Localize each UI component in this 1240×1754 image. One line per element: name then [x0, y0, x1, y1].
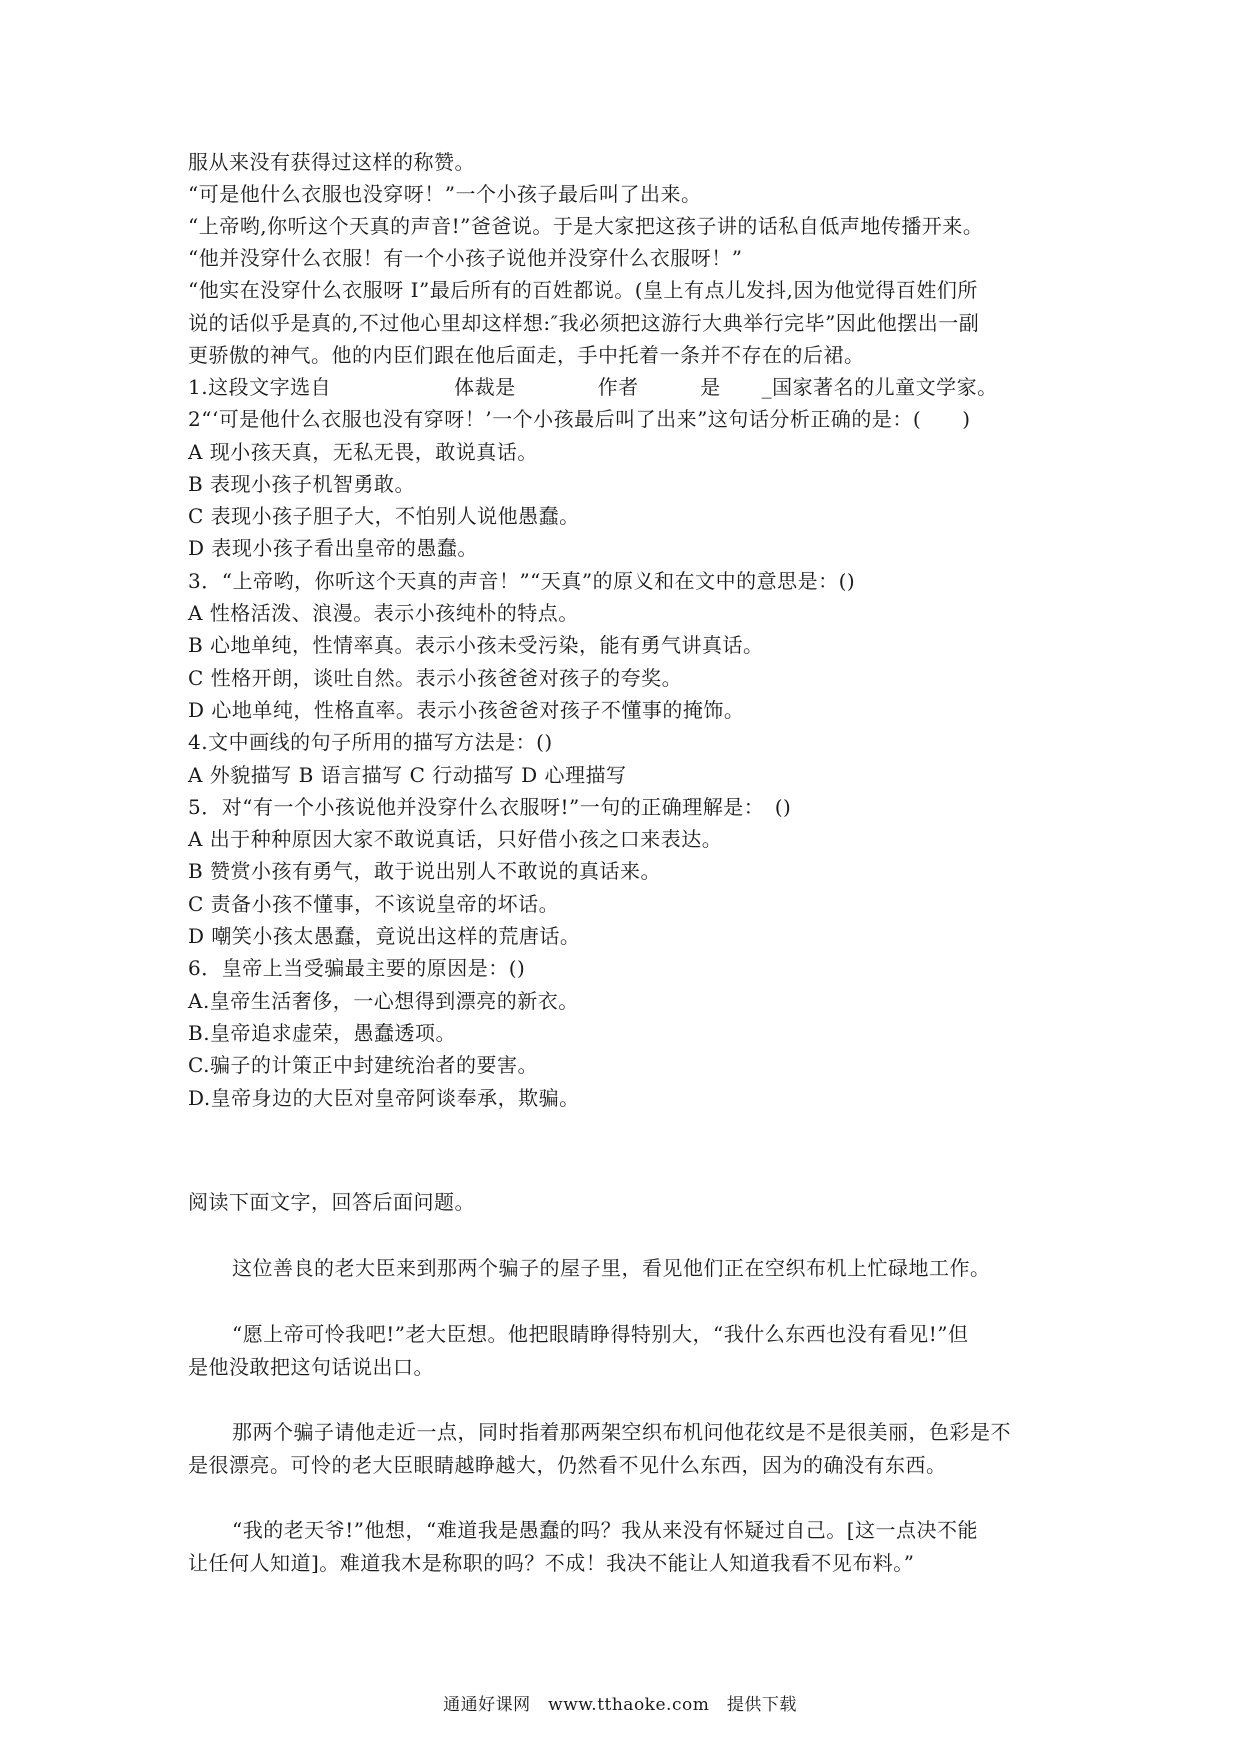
question-line: 5．对“有一个小孩说他并没穿什么衣服呀!”一句的正确理解是： () [188, 795, 792, 819]
question-option: D 嘲笑小孩太愚蠢，竟说出这样的荒唐话。 [188, 924, 581, 948]
passage-line: “我的老天爷!”他想，“难道我是愚蠢的吗？我从来没有怀疑过自己。[这一点决不能 [232, 1518, 979, 1542]
passage-line: 那两个骗子请他走近一点，同时指着那两架空织布机问他花纹是不是很美丽，色彩是不 [232, 1420, 1011, 1444]
question-option: C 责备小孩不懂事，不该说皇帝的坏话。 [188, 892, 560, 916]
page-footer: 通通好课网 www.tthaoke.com 提供下载 [443, 1695, 797, 1715]
question-option: D 表现小孩子看出皇帝的愚蠢。 [188, 536, 478, 560]
passage-line: 让任何人知道]。难道我木是称职的吗？不成！我决不能让人知道我看不见布料。” [188, 1551, 915, 1575]
question-option: A 出于种种原因大家不敢说真话，只好借小孩之口来表达。 [188, 827, 723, 851]
passage-line: 是很漂亮。可怜的老大臣眼睛越睁越大，仍然看不见什么东西，因为的确没有东西。 [188, 1453, 947, 1477]
question-option: A 现小孩天真，无私无畏，敢说真话。 [188, 440, 538, 464]
question-line: 6．皇帝上当受骗最主要的原因是：() [188, 956, 526, 980]
story-line: 服从来没有获得过这样的称赞。 [188, 150, 475, 174]
story-line: “他并没穿什么衣服！有一个小孩子说他并没穿什么衣服呀！” [188, 246, 743, 270]
question-line: 4.文中画线的句子所用的描写方法是：() [188, 730, 553, 754]
question-line: 2“‘可是他什么衣服也没有穿呀！’一个小孩最后叫了出来”这句话分析正确的是：( ) [188, 407, 971, 431]
question-option: D 心地单纯，性格直率。表示小孩爸爸对孩子不懂事的掩饰。 [188, 698, 745, 722]
story-line: “他实在没穿什么衣服呀 I”最后所有的百姓都说。(皇上有点儿发抖,因为他觉得百姓们所 [188, 278, 978, 302]
question-option: C 性格开朗，谈吐自然。表示小孩爸爸对孩子的夸奖。 [188, 666, 683, 690]
question-option: B 表现小孩子机智勇敢。 [188, 472, 416, 496]
question-line: 3．“上帝哟，你听这个天真的声音！”“天真”的原义和在文中的意思是：() [188, 569, 856, 593]
passage-line: “愿上帝可怜我吧!”老大臣想。他把眼睛睁得特别大，“我什么东西也没有看见!”但 [232, 1322, 969, 1346]
question-option: A.皇帝生活奢侈，一心想得到漂亮的新衣。 [188, 989, 579, 1013]
passage-line: 这位善良的老大臣来到那两个骗子的屋子里，看见他们正在空织布机上忙碌地工作。 [232, 1256, 991, 1280]
question-line: 1.这段文字选自 体裁是 作者 是 _国家著名的儿童文学家。 [188, 375, 998, 399]
question-option: C.骗子的计策正中封建统治者的要害。 [188, 1053, 538, 1077]
question-option: C 表现小孩子胆子大，不怕别人说他愚蠢。 [188, 504, 580, 528]
story-line: “可是他什么衣服也没穿呀！”一个小孩子最后叫了出来。 [188, 182, 702, 206]
question-option: B 心地单纯，性情率真。表示小孩未受污染，能有勇气讲真话。 [188, 633, 764, 657]
reading-prompt: 阅读下面文字，回答后面问题。 [188, 1190, 475, 1214]
question-option: D.皇帝身边的大臣对皇帝阿谈奉承，欺骗。 [188, 1086, 580, 1110]
story-line: “上帝哟,你听这个天真的声音!”爸爸说。于是大家把这孩子讲的话私自低声地传播开来。 [188, 214, 984, 238]
question-option: B.皇帝追求虚荣，愚蠢透项。 [188, 1021, 457, 1045]
question-option: A 外貌描写 B 语言描写 C 行动描写 D 心理描写 [188, 763, 627, 787]
question-option: B 赞赏小孩有勇气，敢于说出别人不敢说的真话来。 [188, 859, 662, 883]
story-line: 说的话似乎是真的,不过他心里却这样想:″我必须把这游行大典举行完毕”因此他摆出一副 [188, 311, 980, 335]
passage-line: 是他没敢把这句话说出口。 [188, 1355, 434, 1379]
story-line: 更骄傲的神气。他的内臣们跟在他后面走，手中托着一条并不存在的后裙。 [188, 343, 865, 367]
question-option: A 性格活泼、浪漫。表示小孩纯朴的特点。 [188, 601, 579, 625]
